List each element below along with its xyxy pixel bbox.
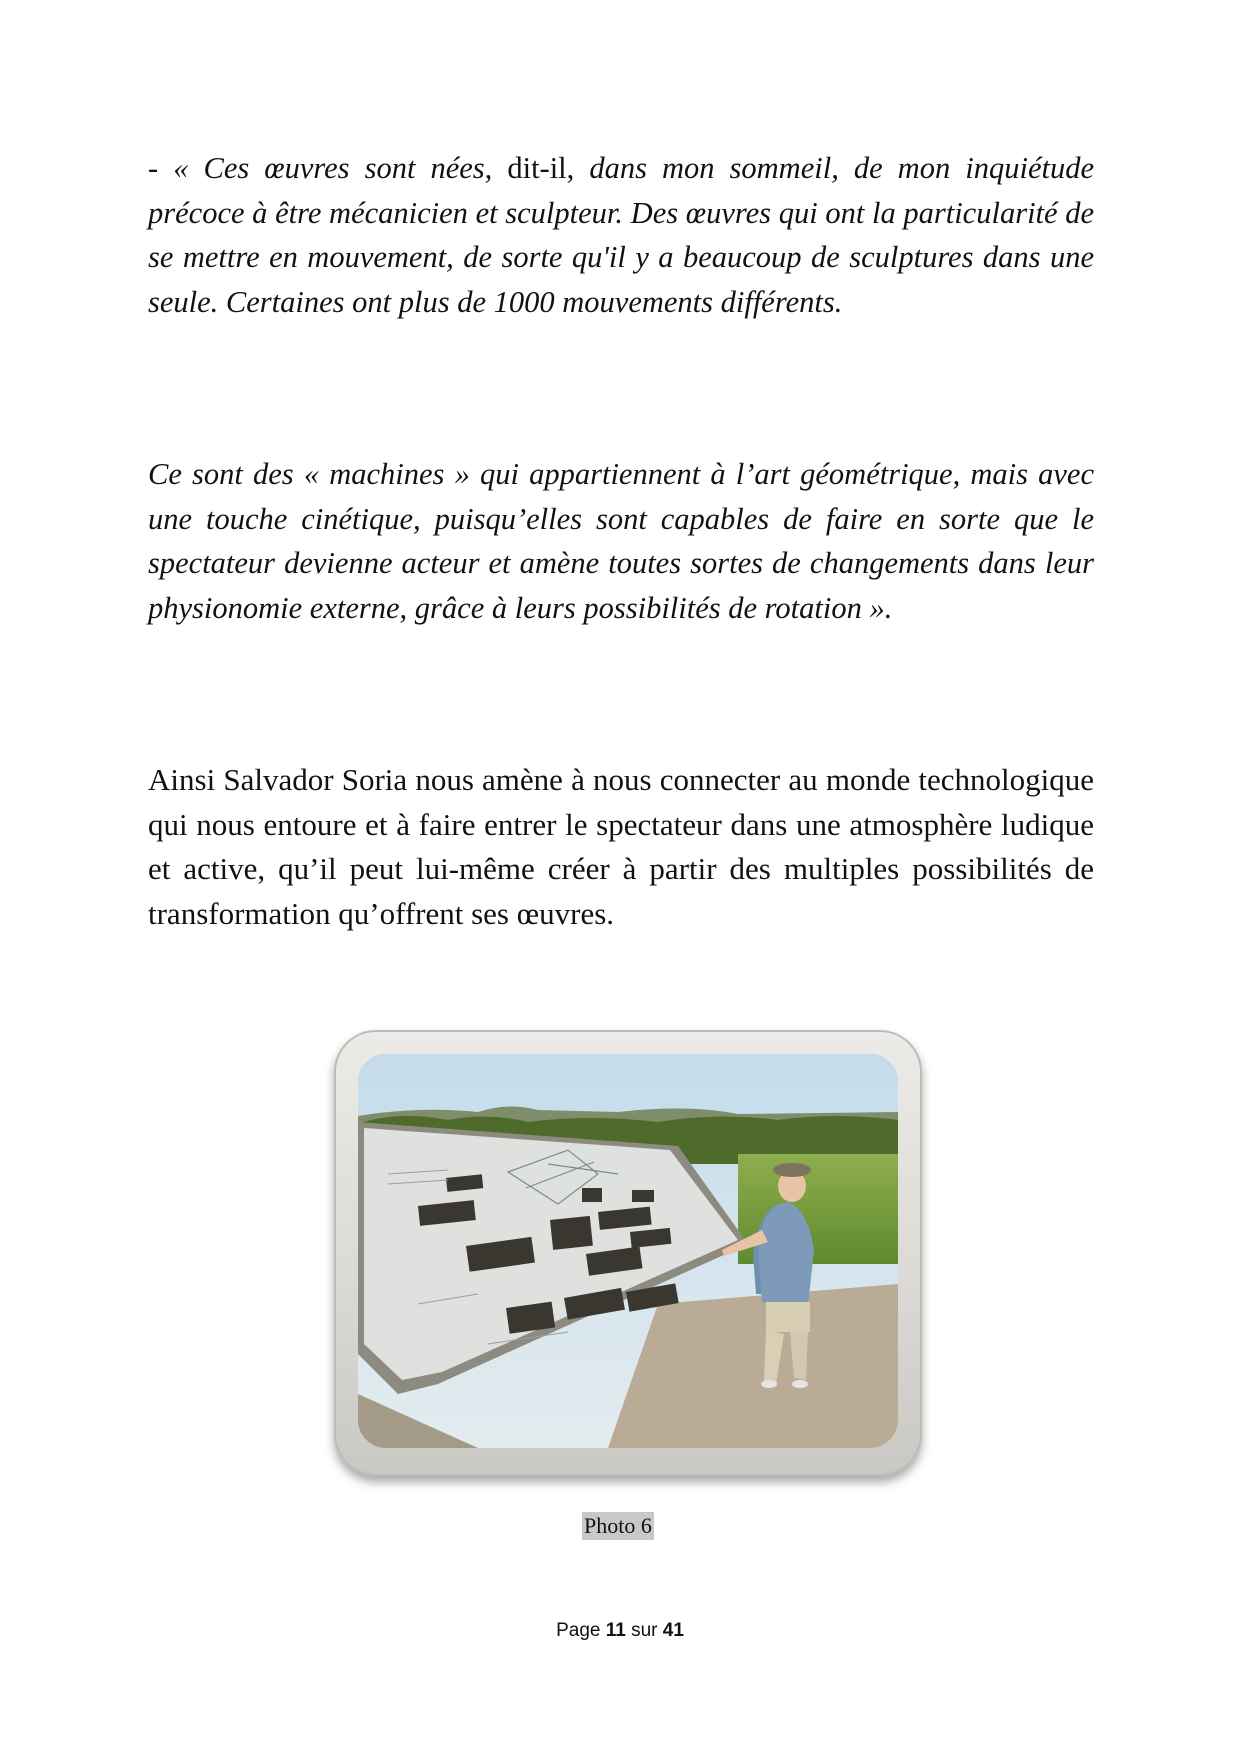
quote-dash: - <box>148 151 174 185</box>
current-page-number: 11 <box>605 1620 626 1641</box>
footer-prefix: Page <box>556 1620 606 1641</box>
quote-part-1: « Ces œuvres sont nées, <box>173 151 508 185</box>
total-pages: 41 <box>662 1620 684 1641</box>
quote-part-2: dans mon sommeil, de mon inquiétude précoce à être mécanicien et sculpteur. Des œuvres qui ont la particularité de se mettre en mouvement, de sorte qu'il y a beaucoup de sculptures dans une seule. Certaines ont plus de 1000 mouvements différents. <box>148 151 1094 319</box>
photo-illustration <box>358 1054 898 1448</box>
footer-middle: sur <box>625 1620 663 1641</box>
quote-attribution: dit-il, <box>507 151 590 185</box>
photo-caption: Photo 6 <box>584 1513 652 1538</box>
body-paragraph: Ainsi Salvador Soria nous amène à nous connecter au monde technologique qui nous entoure et à faire entrer le spectateur dans une atmosphère ludique et active, qu’il peut lui-même créer à partir des multiples possibilités de transformation qu’offrent ses œuvres. <box>148 762 1094 931</box>
quote-paragraph-2 <box>148 452 1094 630</box>
page-footer <box>0 1620 1240 1642</box>
quote-paragraph <box>148 146 1094 324</box>
photo <box>358 1054 898 1448</box>
photo-frame <box>334 1030 922 1476</box>
quote-text-2: Ce sont des « machines » qui appartiennent à l’art géométrique, mais avec une touche cinétique, puisqu’elles sont capables de faire en sorte que le spectateur devienne acteur et amène toutes sortes de changements dans leur physionomie externe, grâce à leurs possibilités de rotation ». <box>148 457 1094 625</box>
